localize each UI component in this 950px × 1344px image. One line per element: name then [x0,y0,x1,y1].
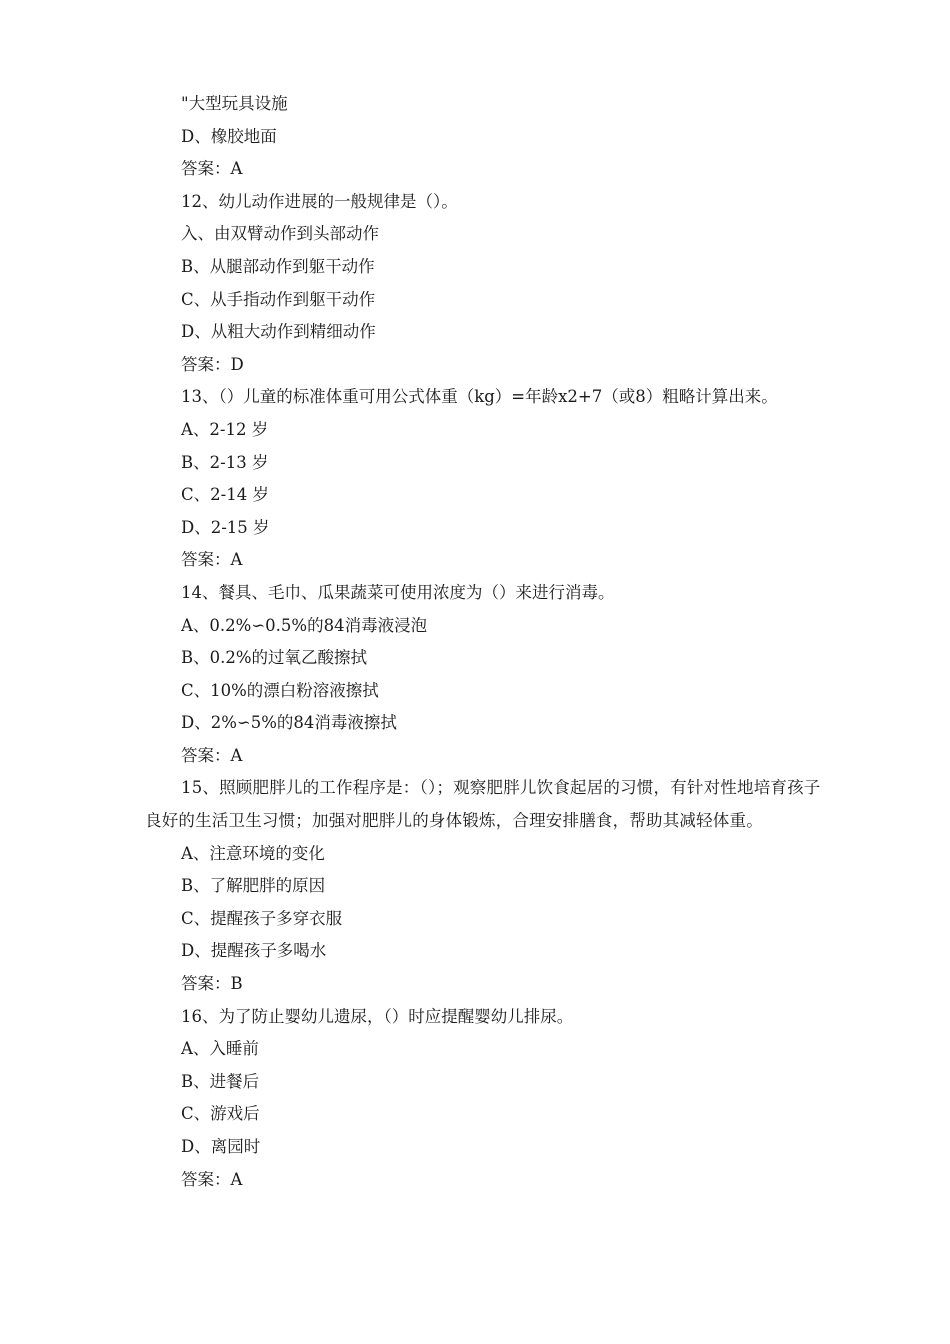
text-line: 答案：D [181,354,244,374]
text-line: 12、幼儿动作进展的一般规律是（）。 [181,191,458,211]
text-line: B、2-13 岁 [181,452,269,472]
text-line: 答案：A [181,745,243,765]
text-line: 入、由双臂动作到头部动作 [181,224,379,244]
text-line: B、从腿部动作到躯干动作 [181,256,375,276]
text-line: B、0.2%的过氧乙酸擦拭 [181,648,368,668]
text-line: C、提醒孩子多穿衣服 [181,908,343,928]
text-line: 13、（）儿童的标准体重可用公式体重（kg）=年龄x2+7（或8）粗略计算出来。 [181,387,778,407]
text-line: C、10%的漂白粉溶液擦拭 [181,680,379,700]
text-line: D、从粗大动作到精细动作 [181,322,376,342]
text-line: D、离园时 [181,1137,261,1156]
text-line: C、从手指动作到躯干动作 [181,289,376,309]
text-line: 答案：A [181,1169,243,1189]
text-line: A、注意环境的变化 [181,843,325,863]
text-line: C、游戏后 [181,1104,260,1124]
lines-after [145,838,825,1197]
text-line: D、2-15 岁 [181,517,270,537]
text-line: A、2-12 岁 [181,419,269,439]
text-line: A、入睡前 [181,1039,259,1059]
text-line: B、进餐后 [181,1071,260,1091]
lines-before [145,88,825,772]
text-line: "大型玩具设施 [181,94,288,113]
text-line: D、提醒孩子多喝水 [181,941,327,961]
text-line: 答案：A [181,550,243,570]
text-line: D、2%∽5%的84消毒液擦拭 [181,713,397,733]
text-line: 16、为了防止婴幼儿遗尿，（）时应提醒婴幼儿排尿。 [181,1006,574,1026]
text-line: B、了解肥胖的原因 [181,876,326,896]
question-15-paragraph: 15、照顾肥胖儿的工作程序是：（）；观察肥胖儿饮食起居的习惯，有针对性地培育孩子良好的生活卫生习惯；加强对肥胖儿的身体锻炼，合理安排膳食，帮助其减轻体重。 [145,778,821,831]
text-line: 答案：B [181,974,243,994]
text-line: A、0.2%∽0.5%的84消毒液浸泡 [181,615,428,635]
text-line: 14、餐具、毛巾、瓜果蔬菜可使用浓度为（）来进行消毒。 [181,582,615,602]
text-line: D、橡胶地面 [181,126,277,146]
text-line: C、2-14 岁 [181,485,269,505]
document-body [145,88,825,1196]
text-line: 答案：A [181,159,243,179]
